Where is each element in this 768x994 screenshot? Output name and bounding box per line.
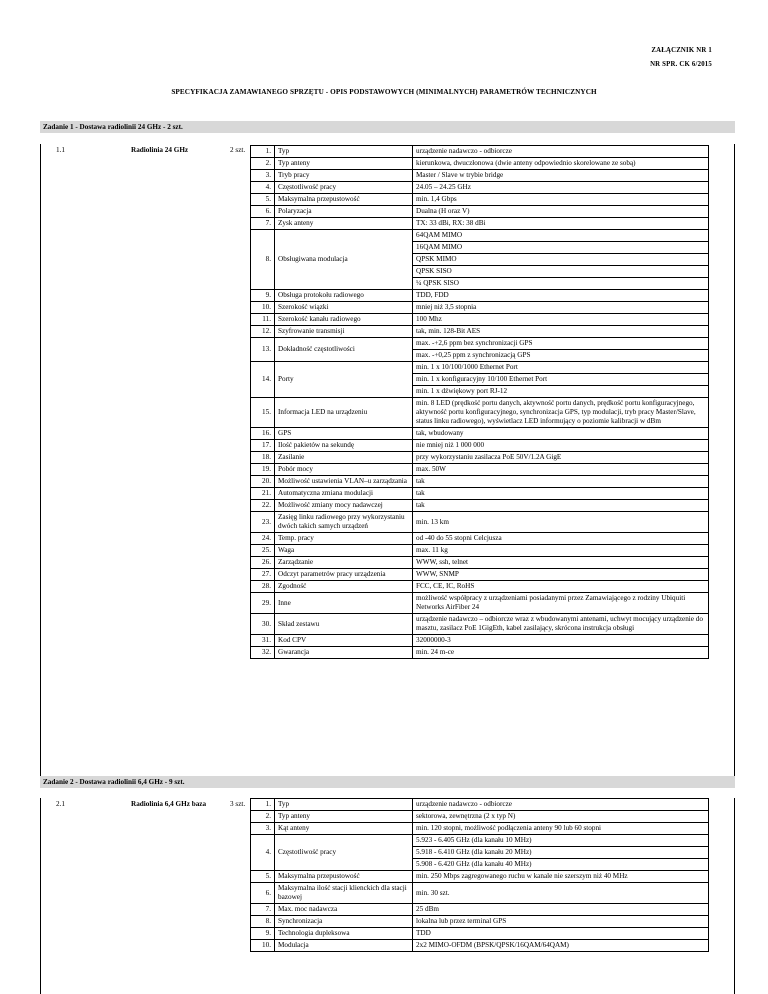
spec-value xyxy=(413,362,709,398)
spec-parameter: Maksymalna ilość stacji klienckich dla stacji bazowej xyxy=(275,883,413,904)
spec-row xyxy=(251,326,709,338)
spec-parameter: Zasilanie xyxy=(275,452,413,464)
spec-row-number: 2. xyxy=(251,158,275,170)
spec-row xyxy=(251,314,709,326)
spec-row xyxy=(251,581,709,593)
spec-value: max. 11 kg xyxy=(413,545,709,557)
spec-value: max. 50W xyxy=(413,464,709,476)
spec-row-number: 20. xyxy=(251,476,275,488)
spec-value: urządzenie nadawczo – odbiorcze wraz z wbudowanymi antenami, uchwyt mocujący urządzenie do masztu, zasilacz PoE 1GigEth, kabel zasilający, skrócona instrukcja obsługi xyxy=(413,614,709,635)
spec-parameter: Obsługiwana modulacja xyxy=(275,230,413,290)
spec-parameter: Typ xyxy=(275,799,413,811)
spec-value-line: QPSK SISO xyxy=(413,265,708,277)
spec-value: min. 120 stopni, możliwość podłączenia anteny 90 lub 60 stopni xyxy=(413,823,709,835)
spec-row-number: 23. xyxy=(251,512,275,533)
spec-parameter: Szyfrowanie transmisji xyxy=(275,326,413,338)
spec-value: tak xyxy=(413,500,709,512)
spec-parameter: Temp. pracy xyxy=(275,533,413,545)
spec-row-number: 8. xyxy=(251,230,275,290)
spec-value: WWW, ssh, telnet xyxy=(413,557,709,569)
spec-parameter: Polaryzacja xyxy=(275,206,413,218)
spec-row xyxy=(251,904,709,916)
spec-row-number: 25. xyxy=(251,545,275,557)
spec-parameter: Maksymalna przepustowość xyxy=(275,194,413,206)
spec-row-number: 30. xyxy=(251,614,275,635)
spec-row-number: 1. xyxy=(251,146,275,158)
spec-parameter: Kąt anteny xyxy=(275,823,413,835)
spec-parameter: Skład zestawu xyxy=(275,614,413,635)
spec-row xyxy=(251,811,709,823)
spec-row-number: 32. xyxy=(251,647,275,659)
spec-row xyxy=(251,452,709,464)
spec-value: FCC, CE, IC, RoHS xyxy=(413,581,709,593)
spec-value: 32000000-3 xyxy=(413,635,709,647)
spec-value-line: min. 1 x 10/100/1000 Ethernet Port xyxy=(416,363,518,371)
spec-row xyxy=(251,146,709,158)
spec-row-number: 2. xyxy=(251,811,275,823)
spec-row xyxy=(251,182,709,194)
spec-row-number: 10. xyxy=(251,940,275,952)
spec-row-number: 24. xyxy=(251,533,275,545)
spec-row xyxy=(251,593,709,614)
spec-value: nie mniej niż 1 000 000 xyxy=(413,440,709,452)
task2-item-name: Radiolinia 6,4 GHz baza xyxy=(131,800,207,808)
spec-row-number: 4. xyxy=(251,835,275,871)
task2-heading: Zadanie 2 - Dostawa radiolinii 6,4 GHz - 9 szt. xyxy=(40,776,735,788)
spec-value-line: 5.908 - 6.420 GHz (dla kanału 40 MHz) xyxy=(413,858,708,870)
spec-value-line: 5.918 - 6.410 GHz (dla kanału 20 MHz) xyxy=(413,846,708,858)
task2-spec-table xyxy=(250,798,709,952)
spec-value: tak xyxy=(413,488,709,500)
spec-parameter: Inne xyxy=(275,593,413,614)
spec-row xyxy=(251,488,709,500)
spec-value: tak, wbudowany xyxy=(413,428,709,440)
spec-row xyxy=(251,230,709,290)
spec-value: TDD, FDD xyxy=(413,290,709,302)
spec-row xyxy=(251,928,709,940)
spec-parameter: Obsługa protokołu radiowego xyxy=(275,290,413,302)
task2-item-number: 2.1 xyxy=(56,800,65,808)
spec-value-line: max. -+2,6 ppm bez synchronizacji GPS xyxy=(416,339,533,347)
spec-row xyxy=(251,799,709,811)
spec-row xyxy=(251,614,709,635)
spec-row xyxy=(251,883,709,904)
spec-row xyxy=(251,500,709,512)
spec-row xyxy=(251,512,709,533)
spec-row-number: 15. xyxy=(251,398,275,428)
spec-row-number: 26. xyxy=(251,557,275,569)
spec-value-line: min. 1 x dźwiękowy port RJ-12 xyxy=(413,385,708,397)
attachment-label: ZAŁĄCZNIK NR 1 xyxy=(651,47,712,54)
spec-row xyxy=(251,398,709,428)
spec-row-number: 5. xyxy=(251,871,275,883)
spec-row-number: 4. xyxy=(251,182,275,194)
spec-parameter: Możliwość zmiany mocy nadawczej xyxy=(275,500,413,512)
task1-heading: Zadanie 1 - Dostawa radiolinii 24 GHz - 2 szt. xyxy=(40,121,735,133)
task1-item-quantity: 2 szt. xyxy=(230,146,246,154)
spec-row xyxy=(251,194,709,206)
spec-row-number: 10. xyxy=(251,302,275,314)
spec-row xyxy=(251,464,709,476)
spec-value-line: 5.923 - 6.405 GHz (dla kanału 10 MHz) xyxy=(416,836,532,844)
task1-item-number: 1.1 xyxy=(56,146,65,154)
spec-parameter: Typ anteny xyxy=(275,811,413,823)
spec-parameter: Pobór mocy xyxy=(275,464,413,476)
spec-row xyxy=(251,916,709,928)
spec-value: min. 1,4 Gbps xyxy=(413,194,709,206)
spec-value: tak xyxy=(413,476,709,488)
spec-row xyxy=(251,835,709,871)
spec-row xyxy=(251,557,709,569)
spec-value: 25 dBm xyxy=(413,904,709,916)
spec-row-number: 19. xyxy=(251,464,275,476)
spec-value: mniej niż 3,5 stopnia xyxy=(413,302,709,314)
spec-parameter: Możliwość ustawienia VLAN–u zarządzania xyxy=(275,476,413,488)
spec-value: TDD xyxy=(413,928,709,940)
spec-row xyxy=(251,218,709,230)
spec-row-number: 18. xyxy=(251,452,275,464)
spec-parameter: GPS xyxy=(275,428,413,440)
spec-row-number: 21. xyxy=(251,488,275,500)
spec-parameter: Automatyczna zmiana modulacji xyxy=(275,488,413,500)
spec-value: min. 13 km xyxy=(413,512,709,533)
spec-row-number: 11. xyxy=(251,314,275,326)
spec-value: urządzenie nadawczo - odbiorcze xyxy=(413,146,709,158)
spec-value-line: min. 1 x konfiguracyjny 10/100 Ethernet Port xyxy=(413,373,708,385)
spec-row-number: 29. xyxy=(251,593,275,614)
spec-value: Master / Slave w trybie bridge xyxy=(413,170,709,182)
spec-parameter: Częstotliwość pracy xyxy=(275,835,413,871)
spec-row xyxy=(251,170,709,182)
spec-row xyxy=(251,158,709,170)
spec-row-number: 14. xyxy=(251,362,275,398)
spec-value-line: QPSK MIMO xyxy=(413,253,708,265)
spec-parameter: Porty xyxy=(275,362,413,398)
spec-parameter: Ilość pakietów na sekundę xyxy=(275,440,413,452)
spec-value: min. 30 szt. xyxy=(413,883,709,904)
spec-row-number: 28. xyxy=(251,581,275,593)
spec-row-number: 13. xyxy=(251,338,275,362)
spec-value: 24.05 – 24.25 GHz xyxy=(413,182,709,194)
spec-row-number: 3. xyxy=(251,823,275,835)
spec-row xyxy=(251,871,709,883)
spec-parameter: Kod CPV xyxy=(275,635,413,647)
task1-spec-table xyxy=(250,145,709,659)
spec-row xyxy=(251,823,709,835)
reference-number: NR SPR. CK 6/2015 xyxy=(650,61,712,68)
spec-parameter: Waga xyxy=(275,545,413,557)
spec-row-number: 31. xyxy=(251,635,275,647)
spec-value: 100 Mhz xyxy=(413,314,709,326)
spec-value: możliwość współpracy z urządzeniami posiadanymi przez Zamawiającego z rodziny Ubiquiti Networks AirFiber 24 xyxy=(413,593,709,614)
spec-value-line: max. -+0,25 ppm z synchronizacją GPS xyxy=(413,349,708,361)
spec-value: 2x2 MIMO-OFDM (BPSK/QPSK/16QAM/64QAM) xyxy=(413,940,709,952)
spec-parameter: Max. moc nadawcza xyxy=(275,904,413,916)
spec-value: min. 24 m-ce xyxy=(413,647,709,659)
spec-parameter: Dokładność częstotliwości xyxy=(275,338,413,362)
spec-value-line: 16QAM MIMO xyxy=(413,241,708,253)
spec-parameter: Typ anteny xyxy=(275,158,413,170)
spec-value xyxy=(413,338,709,362)
spec-row-number: 9. xyxy=(251,290,275,302)
task1-item-name: Radiolinia 24 GHz xyxy=(131,146,189,154)
spec-row-number: 16. xyxy=(251,428,275,440)
spec-value: TX: 33 dBi, RX: 38 dBi xyxy=(413,218,709,230)
spec-row xyxy=(251,635,709,647)
spec-parameter: Zasięg linku radiowego przy wykorzystaniu dwóch takich samych urządzeń xyxy=(275,512,413,533)
spec-row xyxy=(251,338,709,362)
spec-parameter: Zysk anteny xyxy=(275,218,413,230)
spec-value: lokalna lub przez terminal GPS xyxy=(413,916,709,928)
spec-row xyxy=(251,206,709,218)
spec-value: urządzenie nadawczo - odbiorcze xyxy=(413,799,709,811)
spec-parameter: Gwarancja xyxy=(275,647,413,659)
spec-parameter: Maksymalna przepustowość xyxy=(275,871,413,883)
spec-value: od -40 do 55 stopni Celcjusza xyxy=(413,533,709,545)
spec-value: kierunkowa, dwuczłonowa (dwie anteny odpowiednio skorelowane ze sobą) xyxy=(413,158,709,170)
spec-parameter: Tryb pracy xyxy=(275,170,413,182)
spec-value-line: ¼ QPSK SISO xyxy=(413,277,708,289)
spec-row-number: 7. xyxy=(251,904,275,916)
spec-row-number: 22. xyxy=(251,500,275,512)
spec-row-number: 3. xyxy=(251,170,275,182)
spec-row-number: 1. xyxy=(251,799,275,811)
spec-value: min. 8 LED (prędkość portu danych, aktywność portu danych, prędkość portu konfiguracyjnego, aktywność portu konfiguracyjnego, synchronizacja GPS, typ modulacji, tryb pracy Master/Slave, status linku radiowego), wyświetlacz LED informujący o poziomie kalibracji w dBm xyxy=(413,398,709,428)
spec-row xyxy=(251,362,709,398)
spec-row xyxy=(251,428,709,440)
spec-row-number: 6. xyxy=(251,883,275,904)
spec-parameter: Częstotliwość pracy xyxy=(275,182,413,194)
spec-value xyxy=(413,230,709,290)
spec-row-number: 12. xyxy=(251,326,275,338)
spec-parameter: Synchronizacja xyxy=(275,916,413,928)
spec-value: przy wykorzystaniu zasilacza PoE 50V/1.2A GigE xyxy=(413,452,709,464)
spec-parameter: Technologia dupleksowa xyxy=(275,928,413,940)
spec-parameter: Zgodność xyxy=(275,581,413,593)
spec-row xyxy=(251,302,709,314)
spec-row-number: 9. xyxy=(251,928,275,940)
spec-parameter: Typ xyxy=(275,146,413,158)
spec-row-number: 17. xyxy=(251,440,275,452)
spec-value-line: 64QAM MIMO xyxy=(416,231,463,239)
spec-row xyxy=(251,440,709,452)
spec-row xyxy=(251,940,709,952)
spec-parameter: Zarządzanie xyxy=(275,557,413,569)
spec-row xyxy=(251,476,709,488)
spec-row xyxy=(251,647,709,659)
spec-row xyxy=(251,533,709,545)
spec-row xyxy=(251,569,709,581)
spec-value: tak, min. 128-Bit AES xyxy=(413,326,709,338)
spec-parameter: Odczyt parametrów pracy urządzenia xyxy=(275,569,413,581)
spec-row-number: 5. xyxy=(251,194,275,206)
spec-parameter: Informacja LED na urządzeniu xyxy=(275,398,413,428)
task2-item-quantity: 3 szt. xyxy=(230,800,246,808)
spec-row xyxy=(251,545,709,557)
spec-value xyxy=(413,835,709,871)
spec-value: min. 250 Mbps zagregowanego ruchu w kanale nie szerszym niż 40 MHz xyxy=(413,871,709,883)
spec-parameter: Szerokość kanału radiowego xyxy=(275,314,413,326)
spec-row xyxy=(251,290,709,302)
spec-row-number: 27. xyxy=(251,569,275,581)
spec-parameter: Modulacja xyxy=(275,940,413,952)
spec-value: Dualna (H oraz V) xyxy=(413,206,709,218)
spec-parameter: Szerokość wiązki xyxy=(275,302,413,314)
spec-row-number: 8. xyxy=(251,916,275,928)
spec-value: sektorowa, zewnętrzna (2 x typ N) xyxy=(413,811,709,823)
spec-row-number: 6. xyxy=(251,206,275,218)
spec-row-number: 7. xyxy=(251,218,275,230)
spec-value: WWW, SNMP xyxy=(413,569,709,581)
page-title: SPECYFIKACJA ZAMAWIANEGO SPRZĘTU - OPIS PODSTAWOWYCH (MINIMALNYCH) PARAMETRÓW TECHNICZNYCH xyxy=(171,88,597,96)
